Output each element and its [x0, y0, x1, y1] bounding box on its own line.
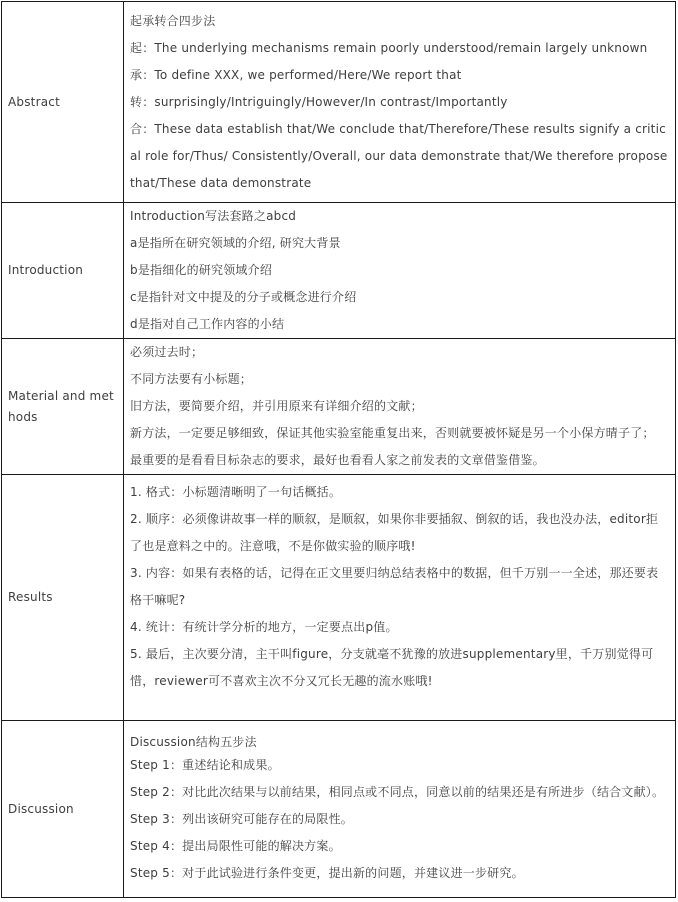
section-content — [124, 721, 676, 898]
paper-writing-guide-table — [1, 1, 676, 898]
content-line: d是指对自己工作内容的小结 — [130, 317, 285, 331]
section-label: Results — [2, 475, 124, 721]
content-line: 起：The underlying mechanisms remain poorly understood/remain largely unknown — [130, 40, 648, 55]
content-line: Discussion结构五步法 — [130, 734, 257, 749]
content-line: 1. 格式：小标题清晰明了一句话概括。 — [130, 485, 342, 499]
section-label: Introduction — [2, 203, 124, 339]
content-line: Step 2：对比此次结果与以前结果，相同点或不同点，同意以前的结果还是有所进步（结合文献）。 — [130, 784, 665, 799]
content-line: 3. 内容：如果有表格的话，记得在正文里要归纳总结表格中的数据，但千万别一一全述，那还要表格干嘛呢? — [130, 566, 659, 607]
content-line: 5. 最后，主次要分清，主干叫figure，分支就毫不犹豫的放进supplementary里，千万别觉得可惜，reviewer可不喜欢主次不分又冗长无趣的流水账哦! — [130, 647, 654, 688]
content-line: 转：surprisingly/Intriguingly/However/In contrast/Importantly — [130, 94, 508, 109]
table-row-results — [2, 475, 676, 721]
content-line: c是指针对文中提及的分子或概念进行介绍 — [130, 290, 357, 304]
content-line: 新方法，一定要足够细致，保证其他实验室能重复出来，否则就要被怀疑是另一个小保方晴子了； — [130, 426, 655, 440]
content-line: 2. 顺序：必须像讲故事一样的顺叙，是顺叙，如果你非要插叙、倒叙的话，我也没办法，editor拒了也是意料之中的。注意哦，不是你做实验的顺序哦! — [130, 512, 659, 553]
content-line: 承：To define XXX, we performed/Here/We report that — [130, 67, 462, 82]
table-row-introduction — [2, 203, 676, 339]
section-label: Abstract — [2, 2, 124, 203]
content-line: 合：These data establish that/We conclude that/Therefore/These results signify a critical role for/Thus/ Consistently/Overall, our data demonstrate that/We therefore propose that/These data demonstrate — [130, 121, 668, 190]
content-line: Step 1：重述结论和成果。 — [130, 757, 280, 772]
content-line: 必须过去时； — [130, 345, 204, 359]
table-row-material-and-methods — [2, 339, 676, 475]
table-row-discussion — [2, 721, 676, 898]
content-line: 旧方法，要简要介绍，并引用原来有详细介绍的文献； — [130, 399, 423, 413]
content-line: Introduction写法套路之abcd — [130, 209, 297, 223]
content-line: Step 5：对于此试验进行条件变更，提出新的问题，并建议进一步研究。 — [130, 865, 524, 880]
content-line: a是指所在研究领域的介绍, 研究大背景 — [130, 236, 341, 250]
content-line: 最重要的是看看目标杂志的要求，最好也看看人家之前发表的文章借鉴借鉴。 — [130, 453, 545, 467]
table-row-abstract — [2, 2, 676, 203]
content-line: Step 3：列出该研究可能存在的局限性。 — [130, 811, 353, 826]
content-line: 4. 统计：有统计学分析的地方，一定要点出p值。 — [130, 620, 398, 634]
section-content — [124, 2, 676, 203]
content-line: b是指细化的研究领域介绍 — [130, 263, 273, 277]
content-line: 起承转合四步法 — [130, 13, 216, 28]
content-line: 不同方法要有小标题； — [130, 372, 253, 386]
section-label: Discussion — [2, 721, 124, 898]
section-label: Material and methods — [2, 339, 124, 475]
content-line: Step 4：提出局限性可能的解决方案。 — [130, 838, 341, 853]
section-content — [124, 475, 676, 721]
section-content — [124, 339, 676, 475]
section-content — [124, 203, 676, 339]
